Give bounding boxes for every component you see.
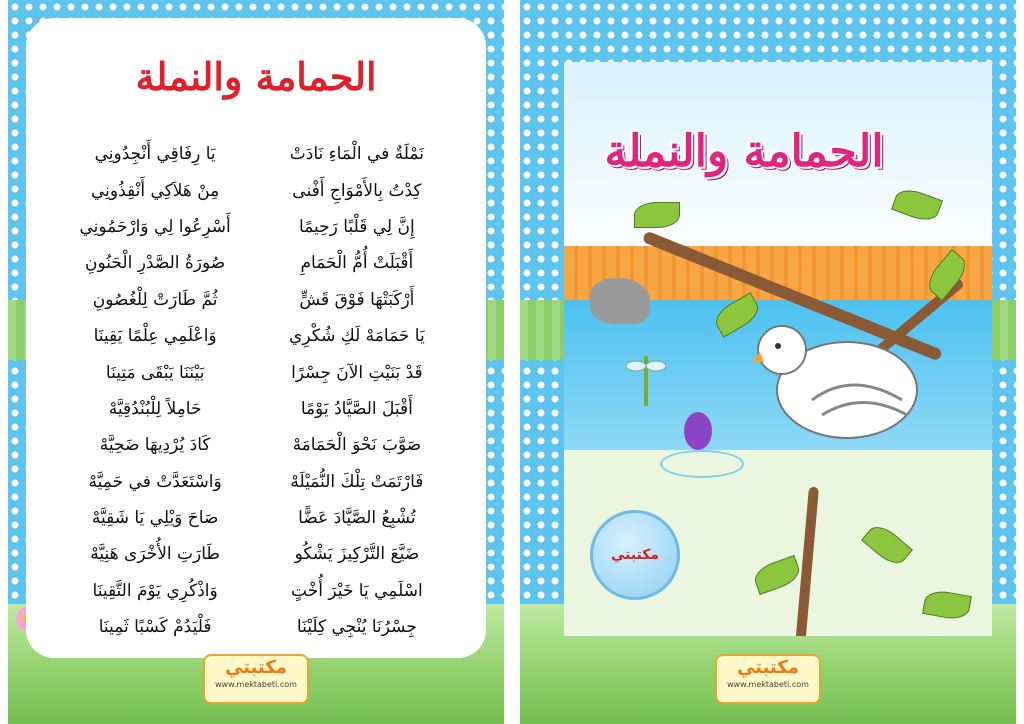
- leaf: [922, 588, 972, 622]
- verse-first-hemistich: تُشْبِعُ الصَّيَّادَ عَضًّا: [298, 508, 416, 529]
- verse-second-hemistich: وَاعْلَمِي عِلْمًا يَقِينَا: [93, 326, 217, 347]
- verse-second-hemistich: كَادَ يُرْدِيهَا ضَحِيَّهْ: [99, 435, 211, 456]
- verse-first-hemistich: يَا حَمَامَهْ لَكِ شُكْرِي: [289, 326, 425, 347]
- verse-second-hemistich: صَاحَ وَيْلِي يَا شَقِيَّهْ: [91, 508, 219, 529]
- verse-second-hemistich: طَارَتِ الأُخْرَى هَنِيَّهْ: [90, 544, 220, 565]
- rock: [590, 278, 650, 324]
- verse-second-hemistich: فَلْيَدُمْ كَسْبًا ثَمِينَا: [98, 617, 212, 638]
- poem-title: الحمامة والنملة: [135, 54, 377, 99]
- verse-first-hemistich: كِدْتُ بِالأَمْوَاجِ أَفْنى: [292, 180, 422, 201]
- verse-row: [62, 536, 450, 572]
- verse-row: [62, 136, 450, 172]
- library-badge[interactable]: [590, 510, 680, 600]
- verse-second-hemistich: يَا رِفَاقِي أَنْجِدُونِي: [94, 144, 216, 165]
- ant-icon: [684, 412, 712, 450]
- verse-second-hemistich: مِنْ هَلاَكِي أَنْقِذُونِي: [90, 180, 220, 201]
- verse-row: [62, 318, 450, 354]
- verse-first-hemistich: اسْلَمِي يَا خَيْرَ أُخْتٍ: [291, 580, 423, 601]
- verse-row: [62, 573, 450, 609]
- cover-page: [520, 0, 1016, 724]
- verse-second-hemistich: حَامِلاً لِلْبُنْدُقِيَّهْ: [108, 398, 202, 419]
- badge-text: مكتبتي: [610, 547, 660, 563]
- publisher-logo[interactable]: [203, 654, 309, 704]
- logo-url: www.mektabeti.com: [215, 680, 297, 689]
- poem-verses: [62, 136, 450, 645]
- logo-text: مكتبتي: [737, 657, 799, 678]
- publisher-logo[interactable]: [715, 654, 821, 704]
- dove-icon: [752, 310, 922, 460]
- verse-row: [62, 500, 450, 536]
- verse-first-hemistich: قَدْ بَنَيْتِ الآنَ جِسْرًا: [291, 362, 423, 383]
- cover-illustration: [564, 62, 992, 636]
- verse-row: [62, 464, 450, 500]
- logo-url: www.mektabeti.com: [727, 680, 809, 689]
- verse-first-hemistich: إِنَّ لِي قَلْبًا رَحِيمًا: [299, 216, 415, 237]
- logo-text: مكتبتي: [225, 657, 287, 678]
- verse-second-hemistich: بَيْنَنَا يَبْقَى مَتِينَا: [105, 362, 205, 383]
- verse-row: [62, 427, 450, 463]
- verse-row: [62, 245, 450, 281]
- verse-first-hemistich: أَقْبَلَ الصَّيَّادُ يَوْمًا: [300, 398, 413, 419]
- water-ripple: [660, 450, 744, 478]
- verse-first-hemistich: جِسْرُنَا يُنْجِي كِلَيْنَا: [296, 617, 417, 638]
- verse-second-hemistich: وَاسْتَعَدَّتْ في حَمِيَّهْ: [88, 471, 222, 492]
- verse-row: [62, 209, 450, 245]
- verse-first-hemistich: أَقْبَلَتْ أُمُّ الْحَمَامِ: [300, 253, 414, 274]
- verse-second-hemistich: ثُمَّ طَارَتْ لِلْغُصُونِ: [92, 289, 218, 310]
- verse-first-hemistich: ضَيَّعَ التَّرْكِيزَ يَشْكُو: [294, 544, 420, 565]
- verse-row: [62, 354, 450, 390]
- tree-branch: [795, 487, 819, 636]
- verse-second-hemistich: وَاذْكُرِي يَوْمَ التَّقِينَا: [92, 580, 218, 601]
- verse-first-hemistich: أَرْكَبَتْهَا فَوْقَ قَشٍّ: [299, 289, 415, 310]
- poem-page: [8, 0, 504, 724]
- leaf: [634, 202, 680, 228]
- verse-row: [62, 282, 450, 318]
- dragonfly-icon: [626, 350, 666, 410]
- verse-first-hemistich: نَمْلَةٌ في الْمَاءِ نَادَتْ: [289, 144, 424, 165]
- verse-second-hemistich: أَسْرِعُوا لِي وَارْحَمُونِي: [79, 216, 231, 237]
- verse-row: [62, 391, 450, 427]
- verse-row: [62, 172, 450, 208]
- leaf: [861, 520, 913, 569]
- verse-row: [62, 609, 450, 645]
- poem-panel: [32, 24, 480, 652]
- verse-second-hemistich: صُورَةُ الصَّدْرِ الْحَنُونِ: [85, 253, 226, 274]
- verse-first-hemistich: فَارْتَمَتْ تِلْكَ النُّمَيْلَهْ: [290, 471, 424, 492]
- verse-first-hemistich: صَوَّبَ نَحْوَ الْحَمَامَهْ: [292, 435, 422, 456]
- cover-title: الحمامة والنملة: [604, 126, 884, 177]
- leaf: [751, 555, 803, 595]
